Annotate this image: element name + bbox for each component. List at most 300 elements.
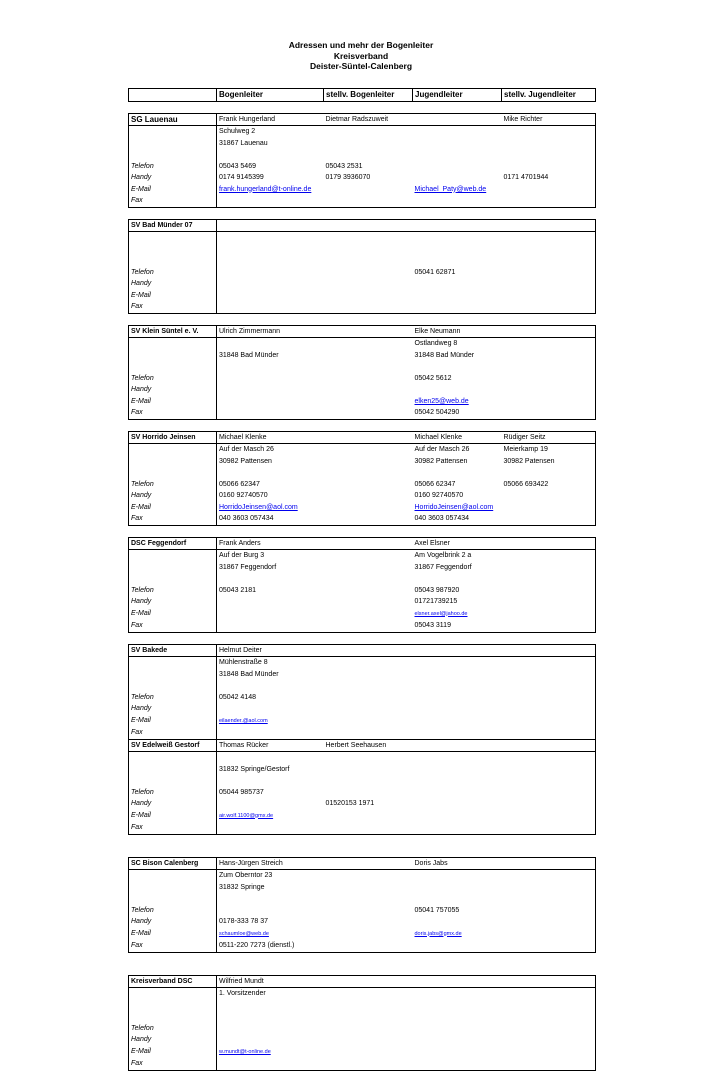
club-detail-row xyxy=(129,396,596,408)
club-detail-row xyxy=(129,1000,596,1012)
row-label-empty xyxy=(129,232,217,244)
email-cell xyxy=(413,502,502,514)
handy-cell xyxy=(324,490,413,502)
street-cell xyxy=(324,870,413,882)
street-cell: Ostlandweg 8 xyxy=(414,340,458,347)
street-cell xyxy=(413,126,502,138)
email-cell xyxy=(413,928,502,941)
telefon-cell xyxy=(502,585,596,597)
telefon-cell xyxy=(324,479,413,491)
names-cell xyxy=(324,644,413,657)
city-cell xyxy=(502,669,596,681)
email-link[interactable]: HorridoJeinsen@aol.com xyxy=(414,503,494,511)
city-cell xyxy=(324,350,413,362)
club-detail-row xyxy=(129,680,596,692)
row-label-telefon: Telefon xyxy=(129,1023,217,1035)
street-cell xyxy=(324,232,413,244)
empty-cell xyxy=(217,255,324,267)
email-link[interactable]: frank.hungerland@t-online.de xyxy=(219,185,312,193)
empty-cell xyxy=(502,775,596,787)
email-link[interactable]: w.mundt@t-online.de xyxy=(219,1048,271,1055)
email-link[interactable]: schaumloe@web.de xyxy=(219,930,269,937)
telefon-cell xyxy=(324,1023,413,1035)
names-cell xyxy=(502,739,596,752)
city-cell xyxy=(413,669,502,681)
club-detail-row xyxy=(129,703,596,715)
row-label-handy: Handy xyxy=(129,384,217,396)
handy-cell: 0171 4701944 xyxy=(502,172,596,184)
row-label-telefon: Telefon xyxy=(129,373,217,385)
street-cell xyxy=(413,752,502,764)
empty-cell xyxy=(217,1011,324,1023)
names-cell: Thomas Rücker xyxy=(217,739,324,752)
names-cell xyxy=(324,219,413,232)
club-detail-row xyxy=(129,195,596,207)
club-detail-row xyxy=(129,573,596,585)
club-detail-row xyxy=(129,1011,596,1023)
names-cell xyxy=(502,857,596,870)
club-detail-row xyxy=(129,407,596,419)
address-table xyxy=(128,88,596,1071)
fax-cell xyxy=(324,727,413,739)
empty-cell xyxy=(502,361,596,373)
fax-cell xyxy=(413,301,502,313)
club-detail-row xyxy=(129,608,596,621)
handy-cell: 0160 92740570 xyxy=(219,492,268,499)
street-cell: Meierkamp 19 xyxy=(502,444,596,456)
club-name: SV Horrido Jeinsen xyxy=(129,431,217,444)
names-cell xyxy=(324,975,413,988)
street-cell xyxy=(413,657,502,669)
club-detail-row xyxy=(129,810,596,823)
email-link[interactable]: air.wolf.1100@gmx.de xyxy=(219,812,274,819)
city-cell: 31832 Springe xyxy=(219,883,265,891)
row-label-empty xyxy=(129,361,217,373)
row-label-email: E-Mail xyxy=(129,928,217,941)
row-label-telefon: Telefon xyxy=(129,692,217,704)
row-label-handy: Handy xyxy=(129,1034,217,1046)
city-cell xyxy=(324,244,413,256)
club-detail-row xyxy=(129,657,596,669)
email-cell xyxy=(324,502,413,514)
city-cell xyxy=(324,456,413,468)
handy-cell xyxy=(217,384,324,396)
email-cell xyxy=(502,928,596,941)
club-detail-row xyxy=(129,787,596,799)
telefon-cell xyxy=(324,373,413,385)
telefon-cell xyxy=(217,1023,324,1035)
club-header-row xyxy=(129,325,596,338)
row-label-telefon: Telefon xyxy=(129,585,217,597)
club-detail-row xyxy=(129,350,596,362)
club-detail-row xyxy=(129,278,596,290)
city-cell xyxy=(502,764,596,776)
row-label-empty xyxy=(129,562,217,574)
empty-cell xyxy=(217,775,324,787)
handy-cell xyxy=(502,596,596,608)
email-link[interactable]: eilaender.@aol.com xyxy=(219,717,268,724)
row-label-empty xyxy=(129,870,217,882)
fax-cell xyxy=(217,727,324,739)
email-cell xyxy=(502,608,596,621)
empty-cell xyxy=(217,573,324,585)
club-detail-row xyxy=(129,361,596,373)
spacer-row xyxy=(129,834,596,857)
handy-cell xyxy=(502,384,596,396)
row-label-email: E-Mail xyxy=(129,715,217,728)
handy-cell xyxy=(413,278,502,290)
city-cell: 31867 Lauenau xyxy=(219,139,268,147)
fax-cell xyxy=(324,195,413,207)
club-name: SV Bad Münder 07 xyxy=(129,219,217,232)
fax-cell xyxy=(324,513,413,525)
empty-cell xyxy=(413,680,502,692)
row-label-email: E-Mail xyxy=(129,184,217,196)
street-cell xyxy=(502,232,596,244)
email-cell xyxy=(324,184,413,196)
email-cell xyxy=(502,396,596,408)
names-cell xyxy=(217,219,324,232)
city-cell: 31867 Feggendorf xyxy=(414,563,472,571)
email-cell xyxy=(217,184,324,196)
street-cell xyxy=(502,752,596,764)
telefon-cell xyxy=(217,267,324,279)
fax-cell xyxy=(502,407,596,419)
city-cell: 31848 Bad Münder xyxy=(219,670,279,678)
club-detail-row xyxy=(129,1058,596,1070)
fax-cell xyxy=(502,301,596,313)
email-link[interactable]: Michael_Paty@web.de xyxy=(414,185,487,193)
title-line-3: Deister-Süntel-Calenberg xyxy=(309,61,413,71)
fax-cell xyxy=(502,620,596,632)
handy-cell xyxy=(502,703,596,715)
telefon-cell: 05043 5469 xyxy=(219,162,256,170)
email-cell xyxy=(502,502,596,514)
email-cell xyxy=(217,290,324,302)
email-cell xyxy=(502,184,596,196)
city-cell xyxy=(413,764,502,776)
handy-cell xyxy=(413,1034,502,1046)
city-cell xyxy=(217,1000,324,1012)
telefon-cell xyxy=(502,267,596,279)
email-cell xyxy=(413,184,502,196)
street-cell xyxy=(324,988,413,1000)
club-detail-row xyxy=(129,562,596,574)
empty-cell xyxy=(324,467,413,479)
row-label-empty xyxy=(129,338,217,350)
title-line-1: Adressen und mehr der Bogenleiter xyxy=(288,40,434,50)
row-label-email: E-Mail xyxy=(129,810,217,823)
empty-cell xyxy=(324,361,413,373)
street-cell xyxy=(324,444,413,456)
club-name: SV Klein Süntel e. V. xyxy=(129,325,217,338)
city-cell xyxy=(324,138,413,150)
club-detail-row xyxy=(129,479,596,491)
telefon-cell: 05042 4148 xyxy=(219,693,256,701)
row-label-empty xyxy=(129,988,217,1000)
street-cell xyxy=(502,126,596,138)
street-cell xyxy=(217,752,324,764)
telefon-cell: 05043 987920 xyxy=(414,586,460,594)
club-detail-row xyxy=(129,172,596,184)
city-cell xyxy=(324,882,413,894)
street-cell: Auf der Masch 26 xyxy=(414,446,470,453)
row-label-fax: Fax xyxy=(129,822,217,834)
street-cell: Schulweg 2 xyxy=(219,128,256,135)
city-cell xyxy=(324,562,413,574)
street-cell xyxy=(502,657,596,669)
handy-cell xyxy=(324,1034,413,1046)
club-detail-row xyxy=(129,940,596,952)
empty-cell xyxy=(502,1011,596,1023)
names-cell: Elke Neumann xyxy=(413,325,502,338)
fax-cell xyxy=(324,822,413,834)
club-detail-row xyxy=(129,550,596,562)
handy-cell xyxy=(502,278,596,290)
email-link[interactable]: doris.jabs@gmx.de xyxy=(414,930,462,937)
club-detail-row xyxy=(129,244,596,256)
street-cell xyxy=(324,126,413,138)
club-detail-row xyxy=(129,905,596,917)
city-cell: 31867 Feggendorf xyxy=(219,563,277,571)
fax-cell xyxy=(217,620,324,632)
street-cell xyxy=(502,988,596,1000)
telefon-cell: 05043 2531 xyxy=(325,162,363,170)
spacer-row xyxy=(129,632,596,644)
row-label-empty xyxy=(129,573,217,585)
row-label-empty xyxy=(129,1000,217,1012)
club-detail-row xyxy=(129,620,596,632)
empty-cell xyxy=(217,149,324,161)
club-header-row xyxy=(129,644,596,657)
club-detail-row xyxy=(129,126,596,138)
names-cell: Frank Anders xyxy=(217,537,324,550)
street-cell xyxy=(324,657,413,669)
fax-cell xyxy=(413,822,502,834)
club-header-row xyxy=(129,219,596,232)
club-name: SV Edelweiß Gestorf xyxy=(129,739,217,752)
fax-cell xyxy=(217,301,324,313)
fax-cell xyxy=(502,513,596,525)
row-label-telefon: Telefon xyxy=(129,161,217,173)
club-name: SG Lauenau xyxy=(129,113,217,126)
club-header-row xyxy=(129,113,596,126)
row-label-empty xyxy=(129,149,217,161)
names-cell xyxy=(502,975,596,988)
street-cell xyxy=(324,752,413,764)
email-cell xyxy=(217,928,324,941)
empty-cell xyxy=(413,893,502,905)
email-cell xyxy=(324,396,413,408)
row-label-empty xyxy=(129,467,217,479)
email-cell xyxy=(502,1046,596,1059)
club-detail-row xyxy=(129,373,596,385)
email-link[interactable]: elsner.axel@jahoo.de xyxy=(414,610,468,617)
street-cell xyxy=(217,338,324,350)
names-cell: Michael Klenke xyxy=(413,431,502,444)
names-cell xyxy=(413,644,502,657)
handy-cell xyxy=(502,1034,596,1046)
fax-cell xyxy=(502,940,596,952)
city-cell xyxy=(324,764,413,776)
club-detail-row xyxy=(129,988,596,1000)
fax-cell xyxy=(324,620,413,632)
club-header-row xyxy=(129,537,596,550)
handy-cell xyxy=(324,278,413,290)
row-label-fax: Fax xyxy=(129,407,217,419)
city-cell xyxy=(502,882,596,894)
email-link[interactable]: elken25@web.de xyxy=(414,397,469,405)
row-label-fax: Fax xyxy=(129,727,217,739)
fax-cell: 0511-220 7273 (dienstl.) xyxy=(217,940,324,952)
city-cell: 31832 Springe/Gestorf xyxy=(219,765,290,773)
handy-cell: 0160 92740570 xyxy=(414,492,464,499)
email-cell xyxy=(413,1046,502,1059)
row-label-telefon: Telefon xyxy=(129,267,217,279)
club-header-row xyxy=(129,431,596,444)
telefon-cell: 05041 62871 xyxy=(414,268,456,276)
club-detail-row xyxy=(129,444,596,456)
column-header: Bogenleiter xyxy=(217,89,324,102)
club-detail-row xyxy=(129,596,596,608)
handy-cell xyxy=(413,384,502,396)
club-header-row xyxy=(129,857,596,870)
empty-cell xyxy=(324,775,413,787)
names-cell xyxy=(324,431,413,444)
empty-cell xyxy=(413,573,502,585)
telefon-cell xyxy=(413,692,502,704)
fax-cell xyxy=(324,301,413,313)
handy-cell xyxy=(413,703,502,715)
row-label-empty xyxy=(129,752,217,764)
row-label-empty xyxy=(129,893,217,905)
names-cell: Helmut Deiter xyxy=(217,644,324,657)
empty-cell xyxy=(324,1011,413,1023)
fax-cell xyxy=(217,822,324,834)
club-detail-row xyxy=(129,513,596,525)
fax-cell xyxy=(502,1058,596,1070)
email-cell xyxy=(413,810,502,823)
telefon-cell xyxy=(502,161,596,173)
spacer-row xyxy=(129,207,596,219)
email-cell xyxy=(502,715,596,728)
handy-cell xyxy=(217,703,324,715)
row-label-fax: Fax xyxy=(129,620,217,632)
telefon-cell xyxy=(413,161,502,173)
email-link[interactable]: HorridoJeinsen@aol.com xyxy=(219,503,298,511)
email-cell xyxy=(324,715,413,728)
club-detail-row xyxy=(129,1034,596,1046)
fax-cell xyxy=(502,195,596,207)
empty-cell xyxy=(324,149,413,161)
spacer-row xyxy=(129,101,596,113)
handy-cell xyxy=(502,916,596,928)
handy-cell xyxy=(217,1034,324,1046)
telefon-cell xyxy=(217,905,324,917)
club-detail-row xyxy=(129,502,596,514)
names-cell: Herbert Seehausen xyxy=(324,739,413,752)
city-cell: 30982 Pattensen xyxy=(414,457,468,465)
row-label-empty xyxy=(129,244,217,256)
handy-cell xyxy=(324,596,413,608)
street-cell xyxy=(217,232,324,244)
club-detail-row xyxy=(129,290,596,302)
club-detail-row xyxy=(129,893,596,905)
telefon-cell xyxy=(413,1023,502,1035)
club-detail-row xyxy=(129,928,596,941)
names-cell: Doris Jabs xyxy=(413,857,502,870)
row-label-empty xyxy=(129,1011,217,1023)
street-cell xyxy=(413,870,502,882)
club-detail-row xyxy=(129,715,596,728)
names-cell: Rüdiger Seitz xyxy=(502,431,596,444)
email-cell xyxy=(324,810,413,823)
handy-cell xyxy=(217,798,324,810)
telefon-cell xyxy=(324,267,413,279)
handy-cell xyxy=(502,490,596,502)
club-detail-row xyxy=(129,585,596,597)
street-cell: 1. Vorsitzender xyxy=(219,990,266,997)
names-cell xyxy=(413,219,502,232)
names-cell: Dietmar Radszuweit xyxy=(324,113,413,126)
row-label-handy: Handy xyxy=(129,490,217,502)
handy-cell xyxy=(217,596,324,608)
row-label-email: E-Mail xyxy=(129,1046,217,1059)
empty-cell xyxy=(324,573,413,585)
city-cell xyxy=(502,138,596,150)
row-label-handy: Handy xyxy=(129,172,217,184)
row-label-telefon: Telefon xyxy=(129,787,217,799)
club-detail-row xyxy=(129,752,596,764)
spacer-row xyxy=(129,419,596,431)
city-cell xyxy=(502,562,596,574)
names-cell: Michael Klenke xyxy=(217,431,324,444)
empty-cell xyxy=(217,361,324,373)
row-label-email: E-Mail xyxy=(129,502,217,514)
city-cell xyxy=(413,244,502,256)
handy-cell xyxy=(324,384,413,396)
club-name: Kreisverband DSC xyxy=(129,975,217,988)
column-header: Jugendleiter xyxy=(413,89,502,102)
club-detail-row xyxy=(129,456,596,468)
fax-cell xyxy=(413,1058,502,1070)
empty-cell xyxy=(324,255,413,267)
email-cell xyxy=(324,608,413,621)
telefon-cell: 05043 2181 xyxy=(219,586,256,594)
names-cell: Axel Elsner xyxy=(413,537,502,550)
spacer-row xyxy=(129,952,596,975)
club-detail-row xyxy=(129,775,596,787)
fax-cell xyxy=(324,1058,413,1070)
telefon-cell xyxy=(502,373,596,385)
empty-cell xyxy=(502,255,596,267)
row-label-email: E-Mail xyxy=(129,608,217,621)
telefon-cell xyxy=(502,1023,596,1035)
row-label-fax: Fax xyxy=(129,301,217,313)
city-cell: 31848 Bad Münder xyxy=(414,351,475,359)
names-cell xyxy=(324,857,413,870)
city-cell xyxy=(502,1000,596,1012)
telefon-cell xyxy=(217,373,324,385)
fax-cell xyxy=(324,407,413,419)
club-detail-row xyxy=(129,870,596,882)
empty-cell xyxy=(217,467,324,479)
email-cell xyxy=(324,928,413,941)
club-name: DSC Feggendorf xyxy=(129,537,217,550)
street-cell xyxy=(502,870,596,882)
club-header-row xyxy=(129,975,596,988)
club-detail-row xyxy=(129,255,596,267)
